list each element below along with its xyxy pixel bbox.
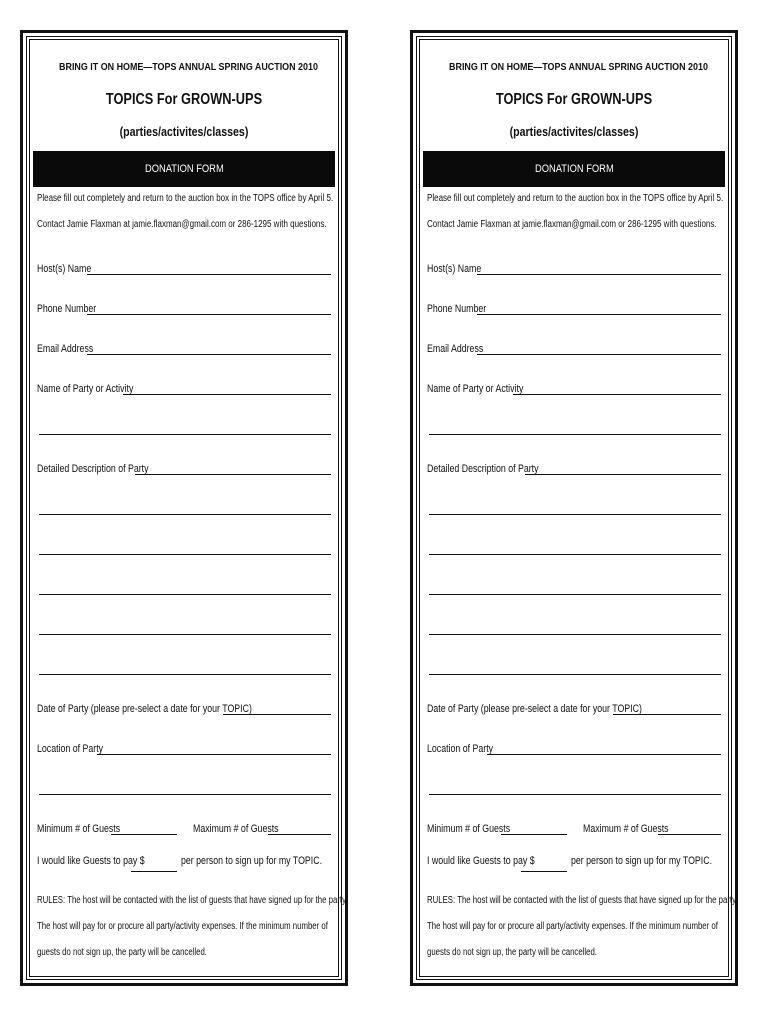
pay-amount-line[interactable]	[131, 871, 177, 872]
location-label: Location of Party	[37, 743, 104, 755]
description-line-5[interactable]	[429, 634, 721, 635]
party-name-field[interactable]	[427, 379, 721, 395]
description-line-5[interactable]	[39, 634, 331, 635]
instructions-line-1: Please fill out completely and return to the auction box in the TOPS office by April 5.	[427, 193, 724, 204]
pay-prefix: I would like Guests to pay $	[427, 855, 535, 867]
description-line-6[interactable]	[39, 674, 331, 675]
max-guests-label: Maximum # of Guests	[193, 823, 279, 835]
party-name-line-2[interactable]	[39, 434, 331, 435]
min-guests-field[interactable]	[37, 819, 177, 835]
party-name-label: Name of Party or Activity	[427, 383, 524, 395]
min-guests-label: Minimum # of Guests	[37, 823, 121, 835]
host-name-field[interactable]	[427, 259, 721, 275]
description-line-2[interactable]	[39, 514, 331, 515]
party-name-line-2[interactable]	[429, 434, 721, 435]
host-name-label: Host(s) Name	[37, 263, 92, 275]
party-name-field[interactable]	[37, 379, 331, 395]
description-line-4[interactable]	[39, 594, 331, 595]
date-field[interactable]	[427, 699, 721, 715]
min-guests-label: Minimum # of Guests	[427, 823, 511, 835]
description-label: Detailed Description of Party	[427, 463, 539, 475]
donation-form-banner	[423, 151, 725, 187]
description-line-3[interactable]	[39, 554, 331, 555]
location-line-2[interactable]	[39, 794, 331, 795]
description-line-3[interactable]	[429, 554, 721, 555]
phone-field[interactable]	[37, 299, 331, 315]
location-field[interactable]	[427, 739, 721, 755]
max-guests-label: Maximum # of Guests	[583, 823, 669, 835]
event-line: BRING IT ON HOME—TOPS ANNUAL SPRING AUCTION 2010	[59, 61, 318, 73]
description-field[interactable]	[427, 459, 721, 475]
rules-line-1: RULES: The host will be contacted with the list of guests that have signed up for the party.	[37, 895, 348, 906]
email-field[interactable]	[427, 339, 721, 355]
date-label: Date of Party (please pre-select a date for your TOPIC)	[37, 703, 252, 715]
form-subtitle: (parties/activites/classes)	[509, 125, 639, 139]
description-line-6[interactable]	[429, 674, 721, 675]
form-subtitle: (parties/activites/classes)	[119, 125, 249, 139]
min-guests-field[interactable]	[427, 819, 567, 835]
rules-line-2: The host will pay for or procure all party/activity expenses. If the minimum number of	[37, 921, 328, 932]
pay-suffix: per person to sign up for my TOPIC.	[571, 855, 713, 867]
donation-form-right	[410, 30, 738, 986]
party-name-label: Name of Party or Activity	[37, 383, 134, 395]
donation-form-banner	[33, 151, 335, 187]
pay-prefix: I would like Guests to pay $	[37, 855, 145, 867]
date-label: Date of Party (please pre-select a date for your TOPIC)	[427, 703, 642, 715]
pay-amount-line[interactable]	[521, 871, 567, 872]
pay-suffix: per person to sign up for my TOPIC.	[181, 855, 323, 867]
instructions-line-2: Contact Jamie Flaxman at jamie.flaxman@gmail.com or 286-1295 with questions.	[427, 219, 717, 230]
rules-line-3: guests do not sign up, the party will be cancelled.	[427, 947, 597, 958]
description-field[interactable]	[37, 459, 331, 475]
instructions-line-2: Contact Jamie Flaxman at jamie.flaxman@gmail.com or 286-1295 with questions.	[37, 219, 327, 230]
phone-label: Phone Number	[37, 303, 97, 315]
form-title: TOPICS For GROWN-UPS	[495, 91, 653, 108]
max-guests-field[interactable]	[583, 819, 721, 835]
rules-line-1: RULES: The host will be contacted with the list of guests that have signed up for the party.	[427, 895, 738, 906]
form-title: TOPICS For GROWN-UPS	[105, 91, 263, 108]
location-field[interactable]	[37, 739, 331, 755]
description-line-4[interactable]	[429, 594, 721, 595]
donation-form-left	[20, 30, 348, 986]
location-label: Location of Party	[427, 743, 494, 755]
host-name-field[interactable]	[37, 259, 331, 275]
email-label: Email Address	[37, 343, 94, 355]
phone-label: Phone Number	[427, 303, 487, 315]
host-name-label: Host(s) Name	[427, 263, 482, 275]
instructions-line-1: Please fill out completely and return to the auction box in the TOPS office by April 5.	[37, 193, 334, 204]
description-line-2[interactable]	[429, 514, 721, 515]
banner-label: DONATION FORM	[534, 163, 614, 175]
rules-line-2: The host will pay for or procure all party/activity expenses. If the minimum number of	[427, 921, 718, 932]
date-field[interactable]	[37, 699, 331, 715]
location-line-2[interactable]	[429, 794, 721, 795]
email-label: Email Address	[427, 343, 484, 355]
phone-field[interactable]	[427, 299, 721, 315]
max-guests-field[interactable]	[193, 819, 331, 835]
rules-line-3: guests do not sign up, the party will be cancelled.	[37, 947, 207, 958]
description-label: Detailed Description of Party	[37, 463, 149, 475]
event-line: BRING IT ON HOME—TOPS ANNUAL SPRING AUCTION 2010	[449, 61, 708, 73]
email-field[interactable]	[37, 339, 331, 355]
banner-label: DONATION FORM	[144, 163, 224, 175]
